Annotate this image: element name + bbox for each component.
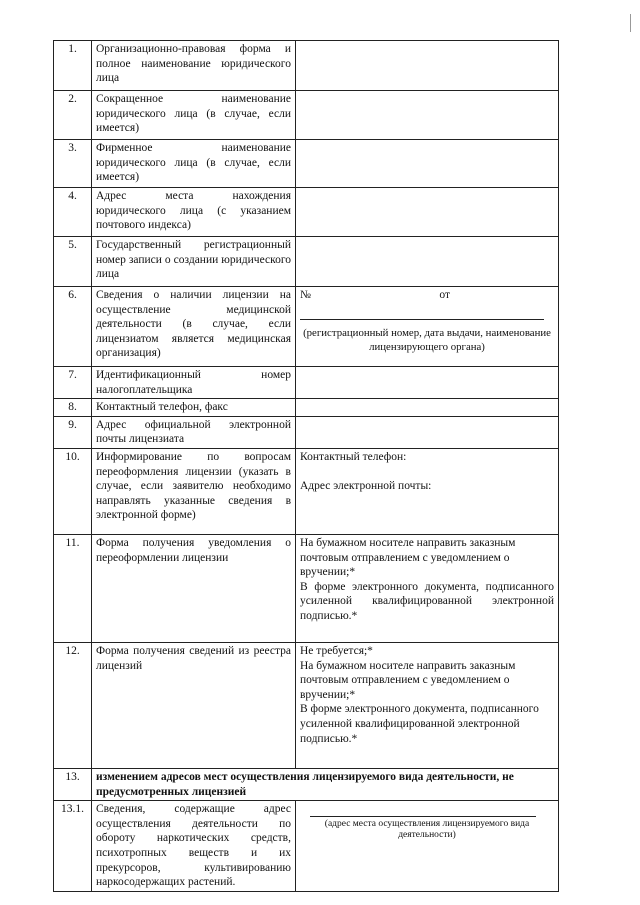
value-cell[interactable] (296, 188, 559, 237)
license-date-label: от (439, 289, 450, 301)
row-label: Адрес официальной электронной почты лицензиата (92, 416, 296, 448)
row-number: 1. (54, 41, 92, 91)
table-row (54, 287, 559, 367)
notification-form-cell (296, 534, 559, 642)
row-label: Сокращенное наименование юридического лица (в случае, если имеется) (92, 91, 296, 140)
page-edge-mark (630, 14, 637, 32)
table-row (54, 188, 559, 237)
row-number: 4. (54, 188, 92, 237)
contact-phone-label: Контактный телефон: (300, 450, 407, 463)
contact-email-label: Адрес электронной почты: (300, 479, 432, 492)
table-row (54, 367, 559, 399)
row-number: 11. (54, 534, 92, 642)
license-number-label: № (300, 289, 311, 301)
option-electronic[interactable]: В форме электронного документа, подписанного усиленной квалифицированной электронной подписью.* (300, 580, 554, 622)
table-row (54, 534, 559, 642)
option-paper[interactable]: На бумажном носителе направить заказным почтовым отправлением с уведомлением о вручении;* (300, 659, 516, 701)
license-info-cell[interactable] (296, 287, 559, 367)
row-number: 7. (54, 367, 92, 399)
license-underline (300, 305, 544, 320)
license-number-line (300, 288, 554, 303)
row-label: Сведения, содержащие адрес осуществления деятельности по обороту наркотических средств, психотропных веществ и их прекурсоров, культивированию наркосодержащих растений. (92, 801, 296, 892)
table-row (54, 399, 559, 417)
table-row (54, 642, 559, 768)
value-cell[interactable] (296, 91, 559, 140)
row-label: Адрес места нахождения юридического лица (с указанием почтового индекса) (92, 188, 296, 237)
table-row (54, 91, 559, 140)
row-label: Фирменное наименование юридического лица (в случае, если имеется) (92, 140, 296, 188)
table-row (54, 801, 559, 892)
row-number: 8. (54, 399, 92, 417)
contact-info-cell[interactable] (296, 448, 559, 534)
value-cell[interactable] (296, 41, 559, 91)
row-number: 3. (54, 140, 92, 188)
table-row (54, 768, 559, 800)
row-label: Форма получения сведений из реестра лицензий (92, 642, 296, 768)
option-not-required[interactable]: Не требуется;* (300, 644, 373, 657)
table-row (54, 41, 559, 91)
registry-form-cell (296, 642, 559, 768)
table-row (54, 416, 559, 448)
value-cell[interactable] (296, 140, 559, 188)
row-number: 12. (54, 642, 92, 768)
row-number: 6. (54, 287, 92, 367)
value-cell[interactable] (296, 416, 559, 448)
row-number: 2. (54, 91, 92, 140)
table-row (54, 237, 559, 287)
row-number: 9. (54, 416, 92, 448)
table-row (54, 448, 559, 534)
row-number: 10. (54, 448, 92, 534)
activity-address-cell[interactable] (296, 801, 559, 892)
row-number: 13. (54, 768, 92, 800)
row-number: 13.1. (54, 801, 92, 892)
row-label: Организационно-правовая форма и полное наименование юридического лица (92, 41, 296, 91)
row-number: 5. (54, 237, 92, 287)
license-caption: (регистрационный номер, дата выдачи, наименование лицензирующего органа) (303, 326, 551, 353)
value-cell[interactable] (296, 399, 559, 417)
option-electronic[interactable]: В форме электронного документа, подписанного усиленной квалифицированной электронной подписью.* (300, 703, 539, 745)
row-label: Сведения о наличии лицензии на осуществление медицинской деятельности (в случае, если лицензиатом является медицинская организация) (92, 287, 296, 367)
section-heading: изменением адресов мест осуществления лицензируемого вида деятельности, не предусмотренных лицензией (92, 768, 559, 800)
row-label: Информирование по вопросам переоформления лицензии (указать в случае, если заявителю необходимо направлять указанные сведения в электронной форме) (92, 448, 296, 534)
row-label: Контактный телефон, факс (92, 399, 296, 417)
value-cell[interactable] (296, 367, 559, 399)
address-caption: (адрес места осуществления лицензируемого вида деятельности) (324, 819, 530, 841)
address-underline (310, 816, 536, 817)
option-paper[interactable]: На бумажном носителе направить заказным почтовым отправлением с уведомлением о вручении;* (300, 536, 516, 579)
row-label: Форма получения уведомления о переоформлении лицензии (92, 534, 296, 642)
license-application-table (53, 40, 559, 892)
row-label: Государственный регистрационный номер записи о создании юридического лица (92, 237, 296, 287)
table-row (54, 140, 559, 188)
row-label: Идентификационный номер налогоплательщика (92, 367, 296, 399)
value-cell[interactable] (296, 237, 559, 287)
